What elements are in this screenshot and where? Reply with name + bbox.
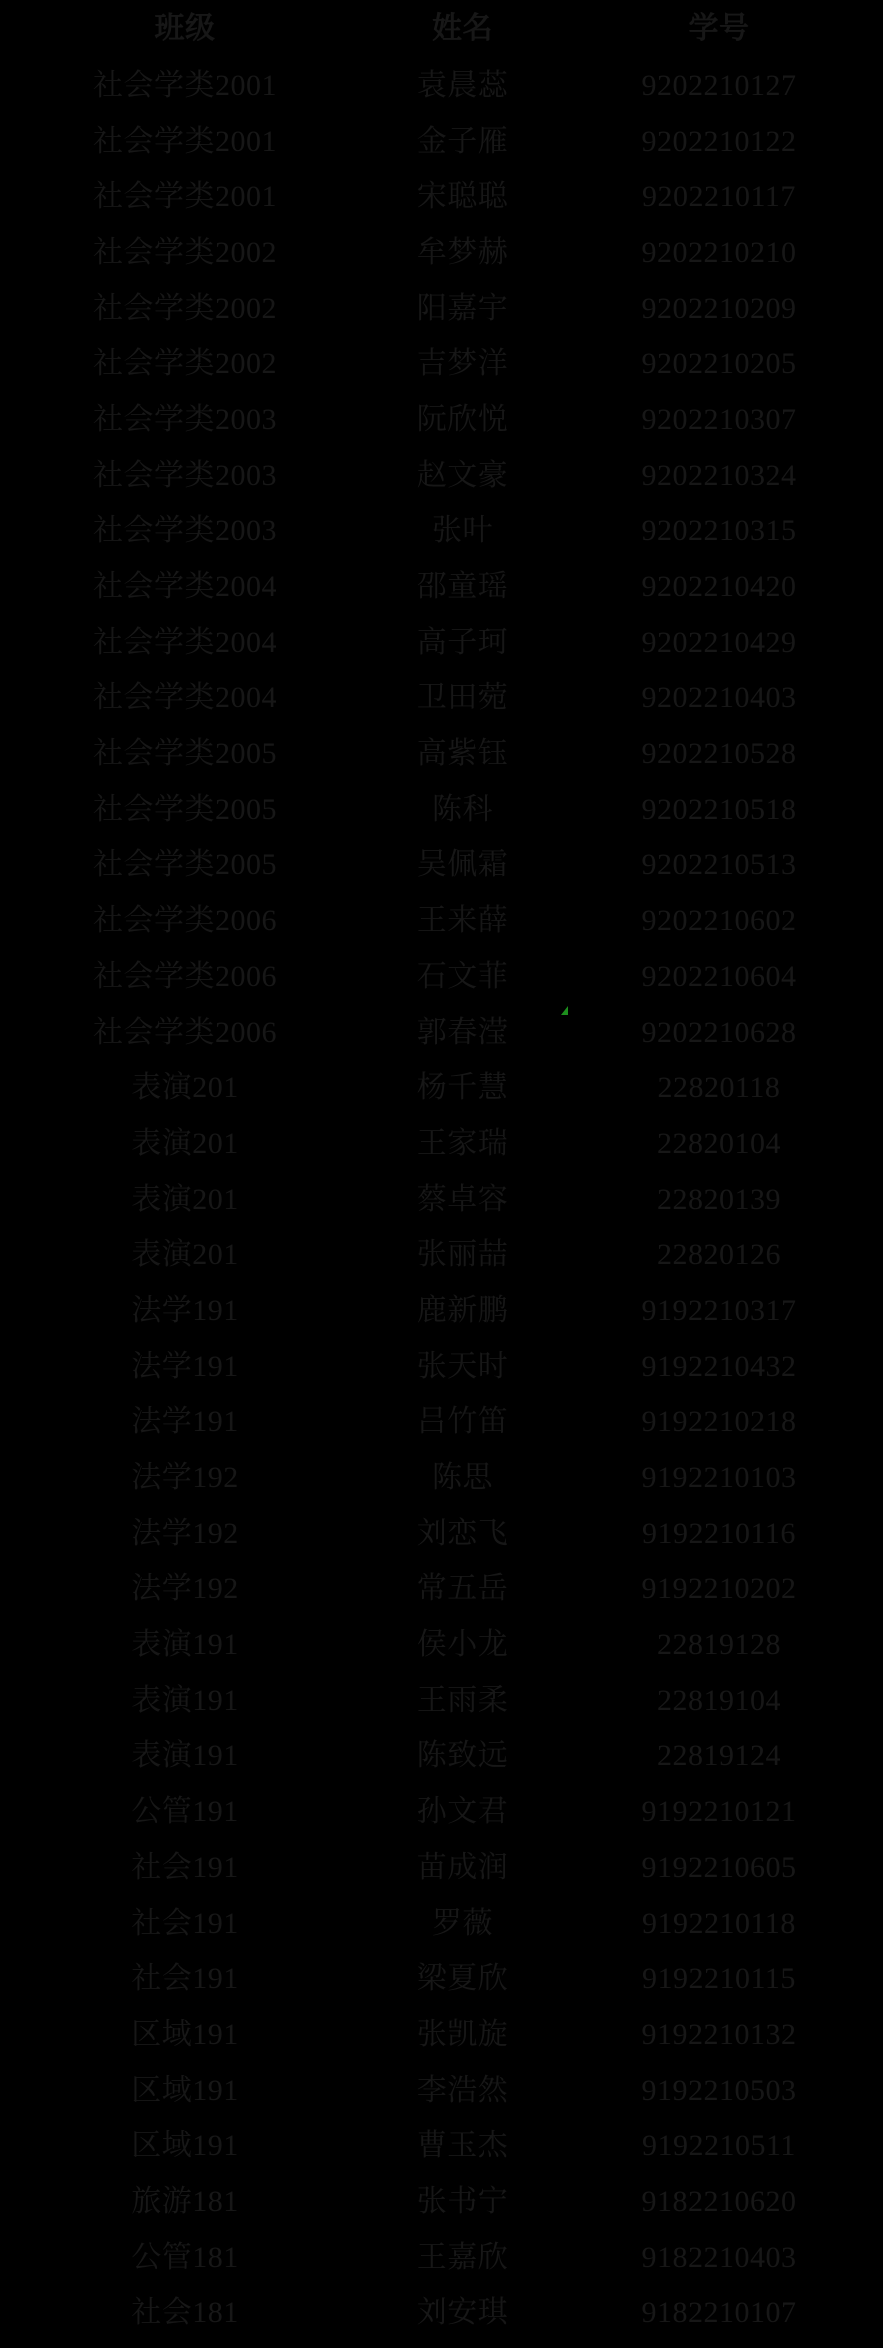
- table-row: [0, 1784, 883, 1840]
- cell-name: 张天时: [416, 1349, 509, 1383]
- cell-name: 李浩然: [416, 2073, 509, 2107]
- cell-id: 9192210115: [642, 1962, 796, 1996]
- cell-name: 刘安琪: [416, 2296, 509, 2330]
- cell-class: 社会学类2004: [93, 570, 277, 604]
- cell-id: 22820104: [657, 1126, 781, 1160]
- cell-class: 社会学类2001: [93, 124, 277, 158]
- cell-class: 公管181: [131, 2240, 239, 2274]
- cell-class: 表演201: [131, 1238, 239, 1272]
- cell-name: 宋聪聪: [416, 180, 509, 214]
- cell-id: 9192210317: [641, 1293, 797, 1327]
- cell-class: 区域191: [131, 2073, 239, 2107]
- cell-name: 阮欣悦: [416, 402, 509, 436]
- cell-class: 表演201: [131, 1071, 239, 1105]
- cell-id: 9202210209: [641, 291, 797, 325]
- cell-class: 社会学类2004: [93, 681, 277, 715]
- table-row: [0, 2286, 883, 2342]
- cell-name: 王来薛: [416, 904, 509, 938]
- cell-name: 赵文豪: [416, 458, 509, 492]
- table-row: [0, 671, 883, 727]
- table-row: [0, 1896, 883, 1952]
- cell-id: 9202210602: [641, 904, 797, 938]
- table-row: [0, 1172, 883, 1228]
- cell-name: 邵童瑶: [416, 570, 509, 604]
- cell-id: 9192210118: [642, 1906, 796, 1940]
- cell-class: 社会学类2005: [93, 848, 277, 882]
- cell-name: 张叶: [432, 514, 493, 548]
- table-row: [0, 336, 883, 392]
- cell-class: 旅游181: [131, 2184, 239, 2218]
- table-row: [0, 1673, 883, 1729]
- cell-name: 侯小龙: [416, 1628, 509, 1662]
- cell-class: 社会学类2006: [93, 959, 277, 993]
- cell-id: 9192210132: [641, 2017, 797, 2051]
- table-row: [0, 114, 883, 170]
- cell-class: 区域191: [131, 2017, 239, 2051]
- cell-class: 社会学类2004: [93, 625, 277, 659]
- table-row: [0, 1339, 883, 1395]
- cell-class: 社会学类2002: [93, 291, 277, 325]
- cell-class: 社会191: [131, 1850, 239, 1884]
- cell-class: 社会191: [131, 1962, 239, 1996]
- cell-class: 法学192: [131, 1461, 239, 1495]
- cell-id: 9192210511: [642, 2129, 796, 2163]
- cell-name: 郭春滢: [416, 1015, 509, 1049]
- table-row: [0, 615, 883, 671]
- cell-class: 表演201: [131, 1182, 239, 1216]
- cell-name: 刘恋飞: [416, 1516, 509, 1550]
- cell-class: 社会学类2005: [93, 737, 277, 771]
- cell-id: 9202210604: [641, 959, 797, 993]
- cell-name: 曹玉杰: [416, 2129, 509, 2163]
- cell-id: 22819124: [657, 1739, 781, 1773]
- cell-id: 22820118: [657, 1071, 781, 1105]
- cell-name: 石文菲: [416, 959, 509, 993]
- table-row: [0, 1450, 883, 1506]
- table-row: [0, 1060, 883, 1116]
- cell-name: 张丽喆: [416, 1238, 509, 1272]
- cell-class: 社会学类2006: [93, 1015, 277, 1049]
- table-row: [0, 949, 883, 1005]
- cell-id: 9202210315: [641, 514, 797, 548]
- table-row: [0, 2230, 883, 2286]
- cell-id: 9202210513: [641, 848, 797, 882]
- cell-name: 鹿新鹏: [416, 1293, 509, 1327]
- cell-id: 22820126: [657, 1238, 781, 1272]
- cell-name: 牟梦赫: [416, 235, 509, 269]
- cell-name: 王家瑞: [416, 1126, 509, 1160]
- cell-class: 表演191: [131, 1739, 239, 1773]
- cell-class: 表演201: [131, 1126, 239, 1160]
- cell-class: 社会学类2003: [93, 402, 277, 436]
- cell-class: 社会学类2005: [93, 792, 277, 826]
- cell-name: 陈科: [432, 792, 493, 826]
- table-row: [0, 169, 883, 225]
- cell-id: 22820139: [657, 1182, 781, 1216]
- table-row: [0, 2063, 883, 2119]
- cell-id: 9202210122: [641, 124, 797, 158]
- table-row: [0, 1617, 883, 1673]
- cell-name: 吴佩霜: [416, 848, 509, 882]
- cell-name: 常五岳: [416, 1572, 509, 1606]
- table-row: [0, 281, 883, 337]
- column-header-class: 班级: [154, 12, 216, 45]
- table-body: [0, 58, 883, 2341]
- cell-class: 公管191: [131, 1795, 239, 1829]
- cell-id: 9192210218: [641, 1405, 797, 1439]
- cell-id: 9182210620: [641, 2184, 797, 2218]
- cell-class: 区域191: [131, 2129, 239, 2163]
- cell-id: 22819128: [657, 1628, 781, 1662]
- cell-id: 22819104: [657, 1683, 781, 1717]
- table-row: [0, 1116, 883, 1172]
- cell-id: 9202210127: [641, 68, 797, 102]
- cell-name: 吉梦洋: [416, 347, 509, 381]
- column-header-id: 学号: [688, 12, 750, 45]
- table-row: [0, 2007, 883, 2063]
- cell-name: 金子雁: [416, 124, 509, 158]
- table-row: [0, 2118, 883, 2174]
- table-row: [0, 838, 883, 894]
- cell-class: 社会学类2003: [93, 514, 277, 548]
- table-row: [0, 893, 883, 949]
- cell-name: 杨千慧: [416, 1071, 509, 1105]
- cell-class: 法学191: [131, 1349, 239, 1383]
- cell-name: 高紫钰: [416, 737, 509, 771]
- cell-name: 王雨柔: [416, 1683, 509, 1717]
- table-row: [0, 1729, 883, 1785]
- cell-id: 9202210528: [641, 737, 797, 771]
- cell-name: 孙文君: [416, 1795, 509, 1829]
- cell-class: 社会学类2001: [93, 68, 277, 102]
- table-row: [0, 726, 883, 782]
- cell-class: 法学191: [131, 1293, 239, 1327]
- table-row: [0, 1005, 883, 1061]
- cell-class: 表演191: [131, 1683, 239, 1717]
- cell-class: 社会181: [131, 2296, 239, 2330]
- cell-id: 9192210103: [641, 1461, 797, 1495]
- table-row: [0, 1227, 883, 1283]
- cell-name: 高子珂: [416, 625, 509, 659]
- cell-id: 9202210403: [641, 681, 797, 715]
- cell-class: 社会学类2006: [93, 904, 277, 938]
- cell-class: 法学191: [131, 1405, 239, 1439]
- cell-class: 社会学类2002: [93, 235, 277, 269]
- cell-name: 袁晨蕊: [416, 68, 509, 102]
- cell-id: 9192210605: [641, 1850, 797, 1884]
- cell-id: 9192210432: [641, 1349, 797, 1383]
- cell-id: 9182210107: [641, 2296, 797, 2330]
- cell-id: 9202210117: [642, 180, 796, 214]
- cell-class: 社会学类2001: [93, 180, 277, 214]
- table-row: [0, 225, 883, 281]
- cell-id: 9192210503: [641, 2073, 797, 2107]
- cell-name: 王嘉欣: [416, 2240, 509, 2274]
- table-row: [0, 1562, 883, 1618]
- cell-id: 9192210116: [642, 1516, 796, 1550]
- cell-name: 陈致远: [416, 1739, 509, 1773]
- cell-name: 陈思: [432, 1461, 493, 1495]
- cell-id: 9182210403: [641, 2240, 797, 2274]
- cell-id: 9202210628: [641, 1015, 797, 1049]
- cell-name: 张书宁: [416, 2184, 509, 2218]
- table-row: [0, 448, 883, 504]
- cell-id: 9202210429: [641, 625, 797, 659]
- cell-name: 罗薇: [432, 1906, 493, 1940]
- table-row: [0, 1283, 883, 1339]
- table-row: [0, 58, 883, 114]
- table-row: [0, 1395, 883, 1451]
- table-header-row: [0, 0, 883, 58]
- cell-name: 吕竹笛: [416, 1405, 509, 1439]
- cell-class: 表演191: [131, 1628, 239, 1662]
- cell-name: 阳嘉宇: [416, 291, 509, 325]
- cell-name: 梁夏欣: [416, 1962, 509, 1996]
- cell-id: 9202210210: [641, 235, 797, 269]
- cell-id: 9202210420: [641, 570, 797, 604]
- cell-name: 张凯旋: [416, 2017, 509, 2051]
- cell-class: 社会191: [131, 1906, 239, 1940]
- table-row: [0, 392, 883, 448]
- table-row: [0, 1951, 883, 2007]
- table-row: [0, 559, 883, 615]
- cell-class: 社会学类2003: [93, 458, 277, 492]
- cell-id: 9202210324: [641, 458, 797, 492]
- cell-id: 9202210307: [641, 402, 797, 436]
- cell-id: 9192210121: [641, 1795, 797, 1829]
- cell-id: 9202210205: [641, 347, 797, 381]
- cell-class: 法学192: [131, 1572, 239, 1606]
- cell-name: 苗成润: [416, 1850, 509, 1884]
- column-header-name: 姓名: [432, 12, 493, 45]
- cell-id: 9202210518: [641, 792, 797, 826]
- table-row: [0, 2174, 883, 2230]
- cell-id: 9192210202: [641, 1572, 797, 1606]
- table-row: [0, 1840, 883, 1896]
- cell-name: 蔡卓容: [416, 1182, 509, 1216]
- table-row: [0, 1506, 883, 1562]
- cell-name: 卫田菀: [416, 681, 509, 715]
- table-row: [0, 504, 883, 560]
- table-row: [0, 782, 883, 838]
- cell-class: 法学192: [131, 1516, 239, 1550]
- cell-class: 社会学类2002: [93, 347, 277, 381]
